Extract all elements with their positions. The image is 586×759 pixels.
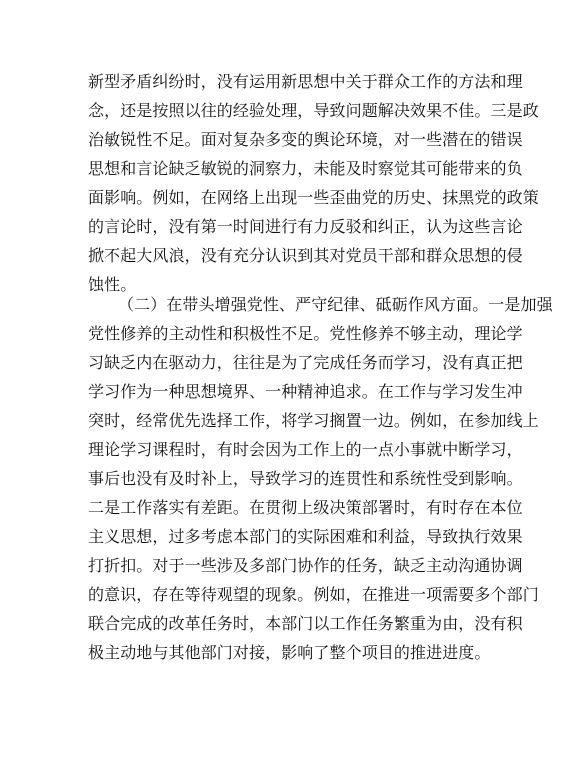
paragraph-line: 事后也没有及时补上，导致学习的连贯性和系统性受到影响。: [88, 469, 523, 488]
paragraph-1: [88, 67, 539, 299]
paragraph-line: 新型矛盾纠纷时，没有运用新思想中关于群众工作的方法和理: [88, 72, 523, 91]
paragraph-line: 突时，经常优先选择工作，将学习搁置一边。例如，在参加线上: [88, 411, 539, 430]
paragraph-line: 党性修养的主动性和积极性不足。党性修养不够主动，理论学: [88, 324, 523, 343]
paragraph-line: 二是工作落实有差距。在贯彻上级决策部署时，有时存在本位: [88, 498, 523, 517]
paragraph-line: 习缺乏内在驱动力，往往是为了完成任务而学习，没有真正把: [88, 353, 523, 372]
paragraph-line: 联合完成的改革任务时，本部门以工作任务繁重为由，没有积: [88, 614, 523, 633]
paragraph-line: 的言论时，没有第一时间进行有力反驳和纠正，认为这些言论: [88, 217, 523, 236]
paragraph-line: 打折扣。对于一些涉及多部门协作的任务，缺乏主动沟通协调: [88, 556, 523, 575]
paragraph-line: 思想和言论缺乏敏锐的洞察力，未能及时察觉其可能带来的负: [88, 159, 523, 178]
paragraph-line: 主义思想，过多考虑本部门的实际困难和利益，导致执行效果: [88, 527, 523, 546]
section-heading-line: （二）在带头增强党性、严守纪律、砥砺作风方面。一是加强: [118, 295, 553, 314]
paragraph-line: 蚀性。: [88, 275, 137, 294]
paragraph-line: 的意识，存在等待观望的现象。例如，在推进一项需要多个部门: [88, 585, 539, 604]
paragraph-line: 治敏锐性不足。面对复杂多变的舆论环境，对一些潜在的错误: [88, 130, 523, 149]
paragraph-line: 面影响。例如，在网络上出现一些歪曲党的历史、抹黑党的政策: [88, 188, 539, 207]
paragraph-line: 理论学习课程时，有时会因为工作上的一点小事就中断学习，: [88, 440, 523, 459]
paragraph-2: [88, 290, 553, 667]
paragraph-line: 念，还是按照以往的经验处理，导致问题解决效果不佳。三是政: [88, 101, 539, 120]
paragraph-line: 学习作为一种思想境界、一种精神追求。在工作与学习发生冲: [88, 382, 523, 401]
paragraph-line: 极主动地与其他部门对接，影响了整个项目的推进进度。: [88, 643, 491, 662]
paragraph-line: 掀不起大风浪，没有充分认识到其对党员干部和群众思想的侵: [88, 246, 523, 265]
